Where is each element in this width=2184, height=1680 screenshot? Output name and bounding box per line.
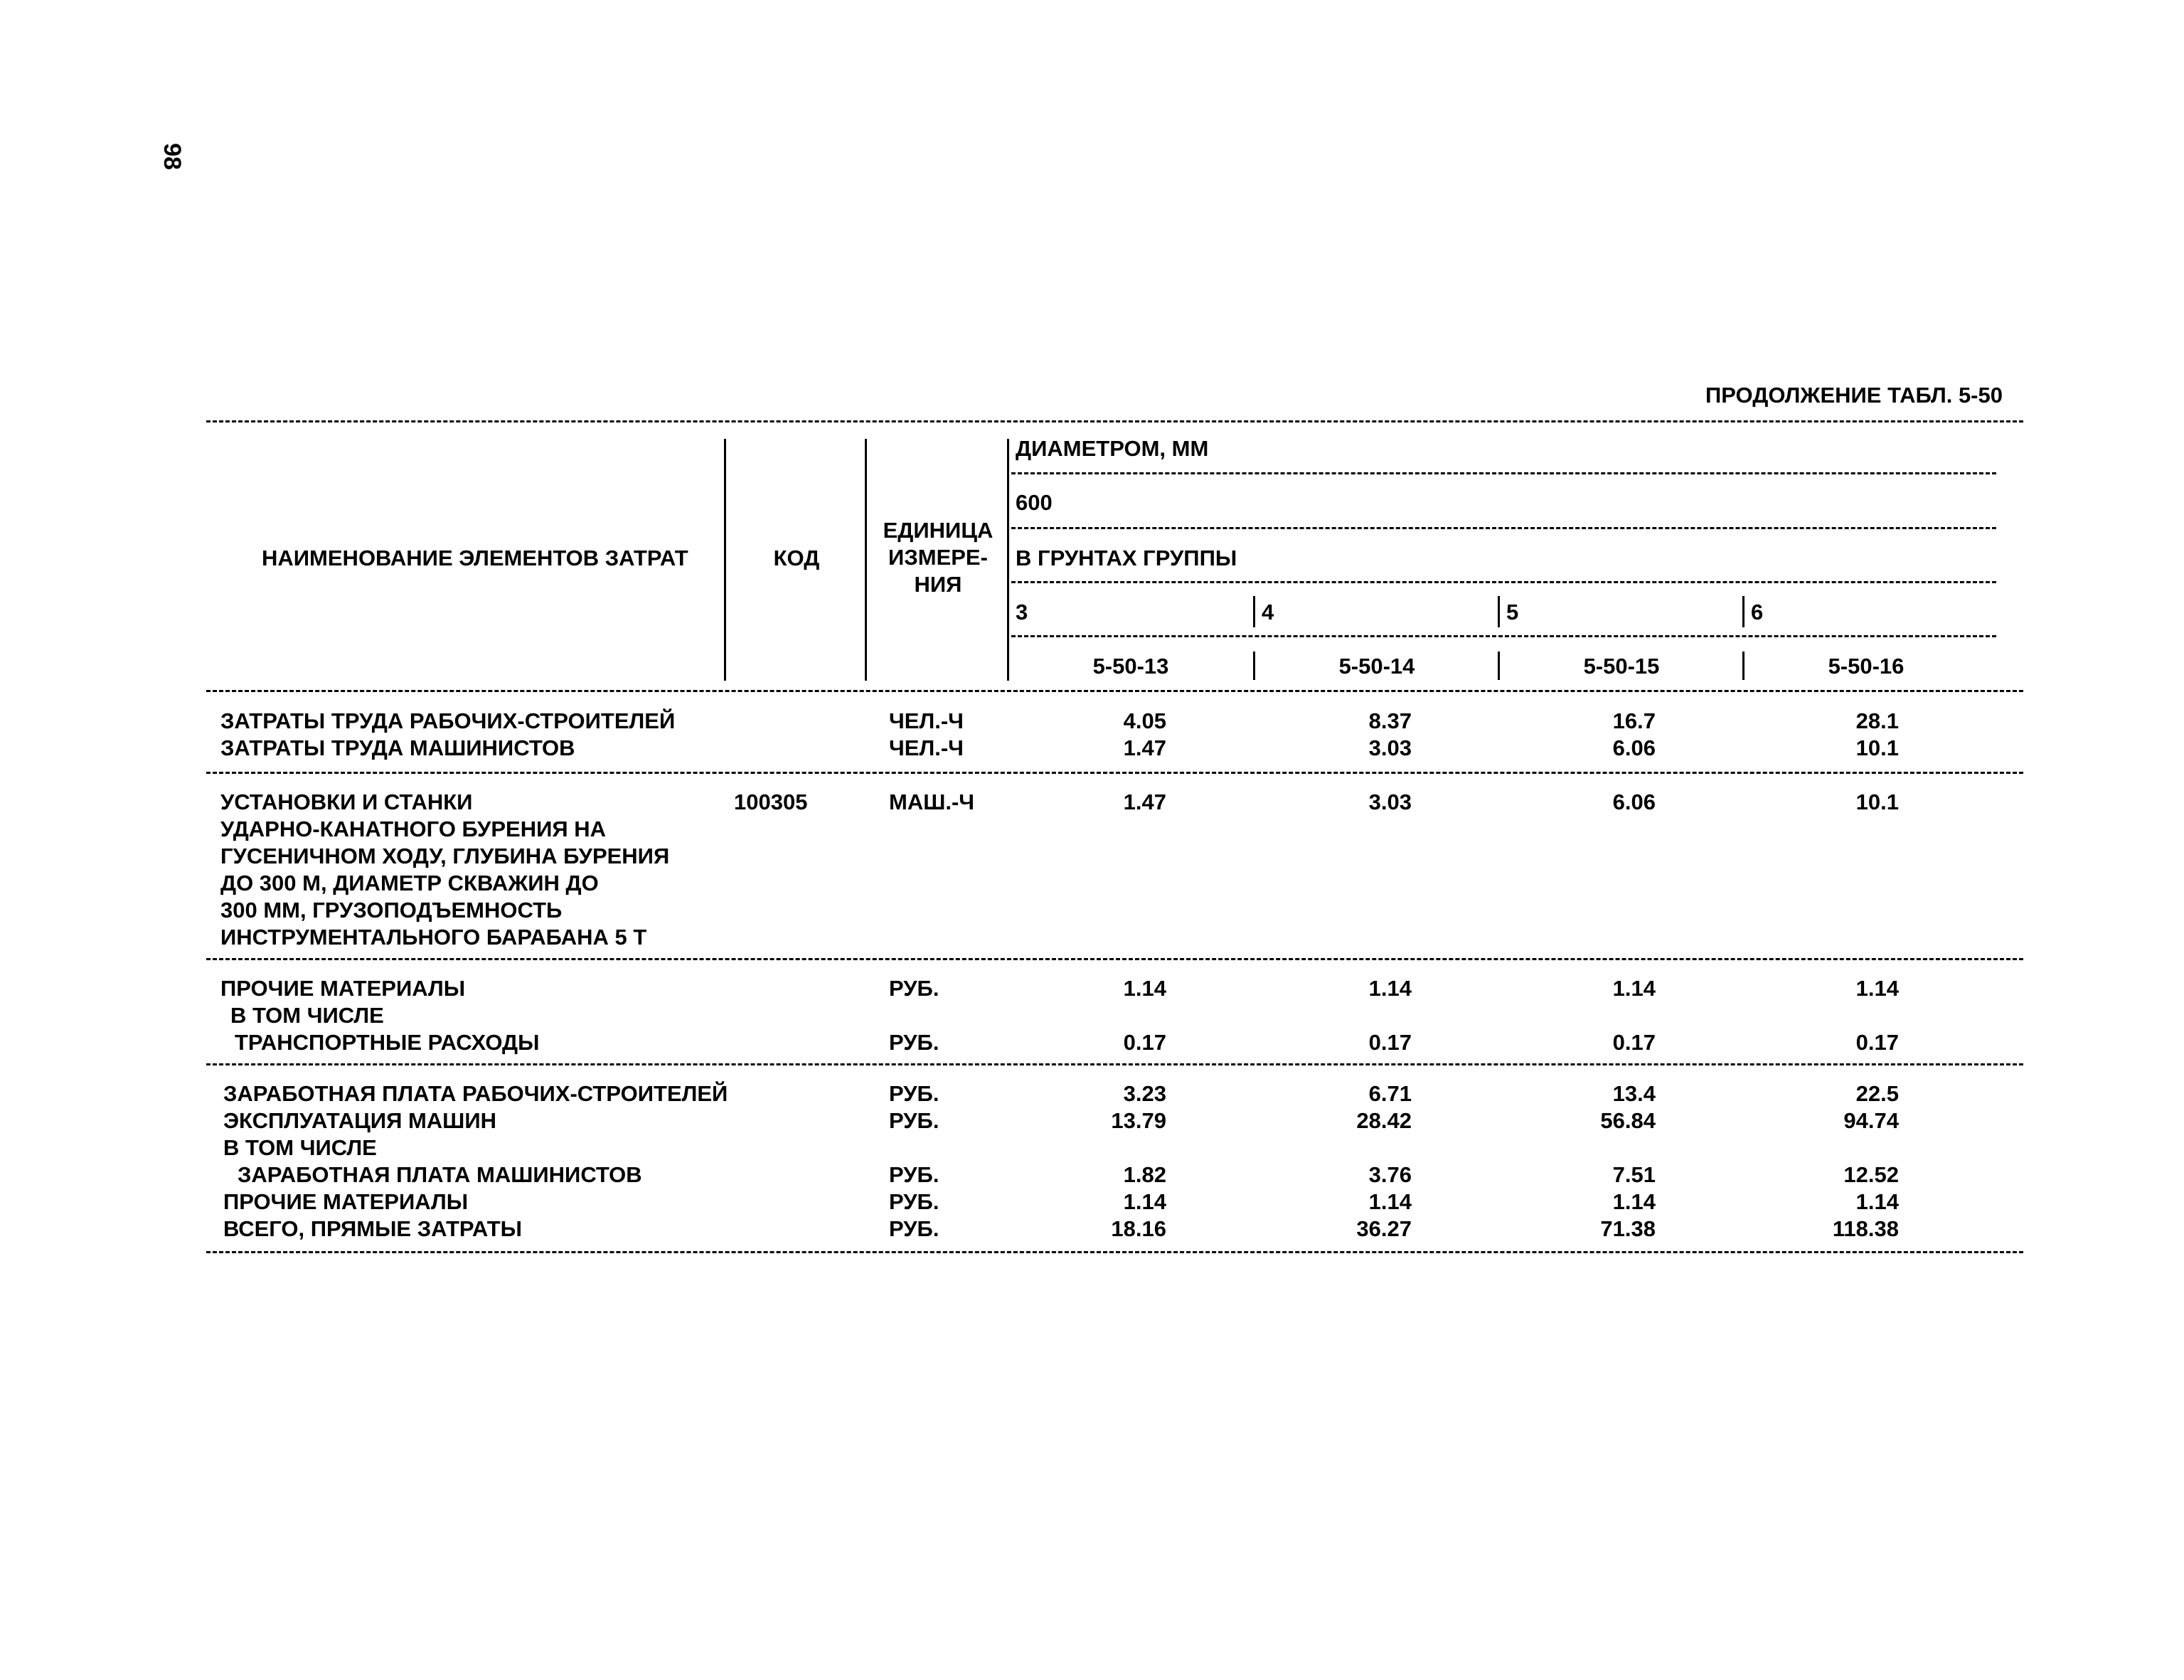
header-rule-1 [1011, 472, 1996, 474]
row-machine-unit: МАШ.-Ч [889, 790, 975, 814]
row-total-direct-value-3: 71.38 [1600, 1216, 1656, 1241]
section-rule-3 [206, 1063, 2023, 1065]
row-wages-workers-value-1: 3.23 [1123, 1081, 1166, 1106]
header-divider-code-16 [1742, 652, 1744, 680]
header-diameter-value: 600 [1016, 490, 1053, 515]
row-wages-machinists-name: ЗАРАБОТНАЯ ПЛАТА МАШИНИСТОВ [238, 1162, 642, 1187]
row-other-materials-2-unit: РУБ. [889, 1189, 939, 1214]
row-including-2-name: В ТОМ ЧИСЛЕ [223, 1135, 377, 1160]
row-machine-operation-value-1: 13.79 [1111, 1108, 1166, 1133]
table-bottom-rule [206, 1251, 2023, 1253]
row-wages-workers-value-2: 6.71 [1368, 1081, 1412, 1106]
row-labor-machinists-value-2: 3.03 [1368, 735, 1412, 760]
header-divider-unit-values [1007, 439, 1009, 681]
row-other-materials-value-2: 1.14 [1368, 976, 1412, 1001]
header-group-3: 3 [1016, 600, 1028, 624]
row-transport-value-3: 0.17 [1612, 1030, 1656, 1055]
header-code-column: КОД [773, 546, 820, 570]
row-transport-name: ТРАНСПОРТНЫЕ РАСХОДЫ [235, 1030, 540, 1055]
row-transport-value-1: 0.17 [1123, 1030, 1166, 1055]
row-machine-operation-value-2: 28.42 [1356, 1108, 1412, 1133]
row-total-direct-value-4: 118.38 [1832, 1216, 1899, 1241]
header-divider-group-6 [1742, 596, 1744, 627]
row-machine-value-4: 10.1 [1855, 790, 1899, 814]
row-other-materials-unit: РУБ. [889, 976, 939, 1001]
row-labor-workers-value-2: 8.37 [1368, 708, 1412, 733]
header-unit-line-2: ИЗМЕРЕ- [888, 545, 988, 570]
header-divider-group-4 [1253, 596, 1255, 627]
header-code-5-50-14: 5-50-14 [1338, 654, 1415, 679]
section-rule-2 [206, 958, 2023, 960]
row-labor-workers-value-4: 28.1 [1855, 708, 1899, 733]
header-divider-code-14 [1253, 652, 1255, 680]
row-machine-value-2: 3.03 [1368, 790, 1412, 814]
row-machine-name-line-2: УДАРНО-КАНАТНОГО БУРЕНИЯ НА [220, 817, 607, 841]
row-labor-workers-unit: ЧЕЛ.-Ч [889, 708, 964, 733]
header-code-5-50-13: 5-50-13 [1092, 654, 1169, 679]
row-wages-workers-unit: РУБ. [889, 1081, 939, 1106]
row-transport-value-4: 0.17 [1855, 1030, 1899, 1055]
header-rule-4 [1011, 635, 1996, 637]
row-machine-value-3: 6.06 [1612, 790, 1656, 814]
header-unit-line-1: ЕДИНИЦА [883, 518, 994, 543]
header-name-column: НАИМЕНОВАНИЕ ЭЛЕМЕНТОВ ЗАТРАТ [262, 546, 688, 570]
row-labor-workers-value-1: 4.05 [1123, 708, 1166, 733]
row-labor-machinists-unit: ЧЕЛ.-Ч [889, 735, 964, 760]
row-wages-workers-value-3: 13.4 [1612, 1081, 1656, 1106]
row-other-materials-2-value-1: 1.14 [1123, 1189, 1166, 1214]
row-labor-machinists-name: ЗАТРАТЫ ТРУДА МАШИНИСТОВ [220, 735, 575, 760]
header-divider-code-15 [1498, 652, 1500, 680]
row-other-materials-2-value-2: 1.14 [1368, 1189, 1412, 1214]
row-other-materials-2-name: ПРОЧИЕ МАТЕРИАЛЫ [223, 1189, 469, 1214]
row-including-1-name: В ТОМ ЧИСЛЕ [230, 1003, 384, 1028]
header-divider-group-5 [1498, 596, 1500, 627]
row-wages-machinists-value-4: 12.52 [1843, 1162, 1899, 1187]
row-other-materials-2-value-3: 1.14 [1612, 1189, 1656, 1214]
row-machine-code: 100305 [734, 790, 808, 814]
row-transport-unit: РУБ. [889, 1030, 939, 1055]
row-total-direct-name: ВСЕГО, ПРЯМЫЕ ЗАТРАТЫ [223, 1216, 522, 1241]
row-machine-value-1: 1.47 [1123, 790, 1166, 814]
row-wages-machinists-unit: РУБ. [889, 1162, 939, 1187]
row-wages-workers-name: ЗАРАБОТНАЯ ПЛАТА РАБОЧИХ-СТРОИТЕЛЕЙ [223, 1081, 728, 1106]
row-machine-operation-value-4: 94.74 [1843, 1108, 1899, 1133]
row-total-direct-unit: РУБ. [889, 1216, 939, 1241]
header-unit-line-3: НИЯ [914, 572, 962, 597]
header-rule-2 [1011, 527, 1996, 529]
header-group-5: 5 [1506, 600, 1519, 624]
header-group-6: 6 [1751, 600, 1764, 624]
row-other-materials-2-value-4: 1.14 [1855, 1189, 1899, 1214]
table-top-rule [206, 420, 2023, 422]
row-wages-machinists-value-1: 1.82 [1123, 1162, 1166, 1187]
header-rule-3 [1011, 581, 1996, 583]
row-machine-name-line-6: ИНСТРУМЕНТАЛЬНОГО БАРАБАНА 5 Т [220, 925, 647, 950]
row-other-materials-value-3: 1.14 [1612, 976, 1656, 1001]
row-machine-operation-value-3: 56.84 [1600, 1108, 1656, 1133]
header-bottom-rule [206, 690, 2023, 692]
row-wages-machinists-value-2: 3.76 [1368, 1162, 1412, 1187]
row-wages-machinists-value-3: 7.51 [1612, 1162, 1656, 1187]
header-code-5-50-16: 5-50-16 [1828, 654, 1905, 679]
row-labor-workers-name: ЗАТРАТЫ ТРУДА РАБОЧИХ-СТРОИТЕЛЕЙ [220, 708, 676, 733]
row-transport-value-2: 0.17 [1368, 1030, 1412, 1055]
row-total-direct-value-1: 18.16 [1111, 1216, 1166, 1241]
header-code-5-50-15: 5-50-15 [1583, 654, 1660, 679]
row-machine-name-line-3: ГУСЕНИЧНОМ ХОДУ, ГЛУБИНА БУРЕНИЯ [220, 844, 670, 868]
header-diameter-label: ДИАМЕТРОМ, ММ [1016, 436, 1209, 461]
row-machine-operation-unit: РУБ. [889, 1108, 939, 1133]
section-rule-1 [206, 772, 2023, 774]
row-machine-name-line-1: УСТАНОВКИ И СТАНКИ [220, 790, 473, 814]
row-other-materials-value-4: 1.14 [1855, 976, 1899, 1001]
header-divider-name-code [724, 439, 726, 681]
header-group-4: 4 [1262, 600, 1274, 624]
row-labor-machinists-value-1: 1.47 [1123, 735, 1166, 760]
header-divider-code-unit [865, 439, 867, 681]
row-wages-workers-value-4: 22.5 [1855, 1081, 1899, 1106]
table-caption: ПРОДОЛЖЕНИЕ ТАБЛ. 5-50 [1705, 383, 2003, 408]
row-machine-name-line-5: 300 ММ, ГРУЗОПОДЪЕМНОСТЬ [220, 898, 563, 923]
row-other-materials-name: ПРОЧИЕ МАТЕРИАЛЫ [220, 976, 466, 1001]
row-total-direct-value-2: 36.27 [1356, 1216, 1412, 1241]
row-machine-operation-name: ЭКСПЛУАТАЦИЯ МАШИН [223, 1108, 497, 1133]
header-soil-label: В ГРУНТАХ ГРУППЫ [1016, 546, 1237, 570]
row-labor-machinists-value-3: 6.06 [1612, 735, 1656, 760]
row-labor-workers-value-3: 16.7 [1612, 708, 1656, 733]
row-other-materials-value-1: 1.14 [1123, 976, 1166, 1001]
row-machine-name-line-4: ДО 300 М, ДИАМЕТР СКВАЖИН ДО [220, 871, 599, 895]
page-number: 98 [159, 143, 186, 170]
row-labor-machinists-value-4: 10.1 [1855, 735, 1899, 760]
